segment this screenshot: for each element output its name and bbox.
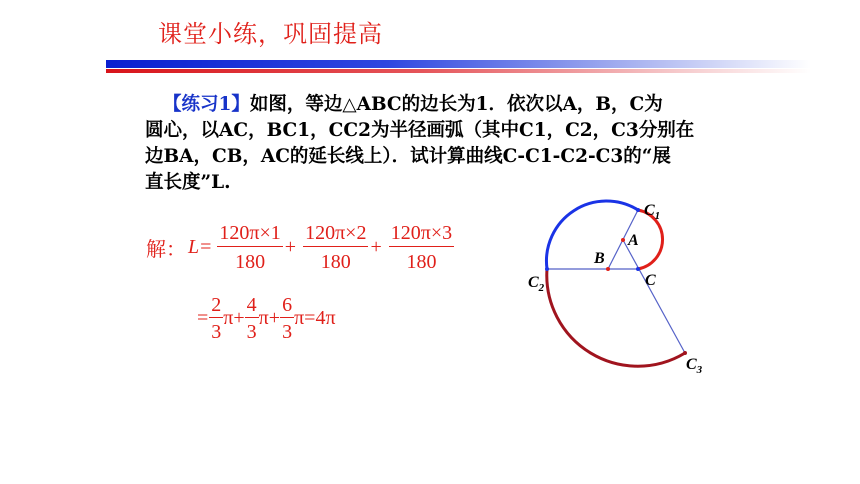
fraction-denominator: 3 (211, 321, 222, 343)
solution-prefix: 解： (146, 239, 186, 261)
title-underline-bar (106, 60, 811, 74)
problem-statement (145, 92, 735, 196)
label-c1-subscript: 1 (654, 210, 661, 222)
fraction-numerator: 6 (282, 294, 293, 316)
arc-c1-c2 (546, 201, 638, 269)
underline-blue-stripe (106, 60, 811, 68)
geometry-figure (520, 195, 720, 375)
point-c3 (683, 351, 687, 355)
fraction-numerator: 2 (211, 294, 222, 316)
point-b (606, 267, 610, 271)
fraction-term-2 (303, 220, 368, 275)
point-a (621, 238, 625, 242)
label-c2 (528, 274, 545, 294)
problem-line-2: 圆心，以AC，BC1，CC2为半径画弧（其中C1，C2，C3分别在 (145, 120, 695, 141)
problem-line-3: 边BA，CB，AC的延长线上）．试计算曲线C-C1-C2-C3的“展 (145, 146, 671, 167)
label-c: C (645, 272, 656, 289)
solution-line-1 (144, 220, 454, 275)
fraction-denominator: 180 (235, 251, 266, 273)
simplified-fraction-1 (209, 293, 223, 344)
problem-line-1 (145, 92, 735, 118)
label-c1 (644, 202, 660, 222)
equals-sign: = (197, 307, 209, 329)
fraction-numerator: 120π×3 (389, 220, 454, 247)
label-c1-letter: C (644, 202, 655, 219)
fraction-denominator: 180 (320, 251, 351, 273)
fraction-term-3 (389, 220, 454, 275)
fraction-term-1 (217, 220, 282, 275)
fraction-numerator: 120π×2 (303, 220, 368, 247)
label-c2-subscript: 2 (538, 282, 545, 294)
label-b: B (594, 250, 605, 267)
plus-sign: + (370, 236, 382, 258)
solution-line-2 (196, 293, 336, 344)
fraction-numerator: 4 (246, 294, 257, 316)
length-variable: L (188, 236, 200, 258)
label-c3 (686, 356, 703, 375)
point-c (636, 267, 640, 271)
fraction-denominator: 3 (246, 321, 257, 343)
simplified-fraction-2 (245, 293, 259, 344)
plus-sign: + (284, 236, 297, 258)
equals-sign: = (200, 236, 212, 258)
fraction-numerator: 120π×1 (217, 220, 282, 247)
segment-a-c3 (623, 240, 685, 353)
problem-text-1: 如图，等边△ABC的边长为1．依次以A，B，C为 (249, 94, 663, 115)
underline-red-stripe (106, 69, 811, 73)
simplified-fraction-3 (280, 293, 294, 344)
slide-title: 课堂小练，巩固提高 (158, 20, 383, 48)
arc-c2-c3 (547, 269, 685, 366)
label-c2-letter: C (528, 274, 539, 291)
label-c3-subscript: 3 (696, 364, 703, 375)
fraction-denominator: 180 (406, 251, 437, 273)
label-c3-letter: C (686, 356, 697, 373)
pi-plus: π+ (258, 307, 281, 329)
pi-result: π=4π (294, 307, 336, 329)
exercise-tag: 【练习1】 (163, 94, 250, 115)
pi-plus: π+ (223, 307, 245, 329)
fraction-denominator: 3 (282, 321, 293, 343)
label-a: A (628, 232, 639, 249)
point-c2 (545, 267, 549, 271)
point-c1 (636, 208, 640, 212)
problem-line-4: 直长度”L. (145, 172, 231, 193)
